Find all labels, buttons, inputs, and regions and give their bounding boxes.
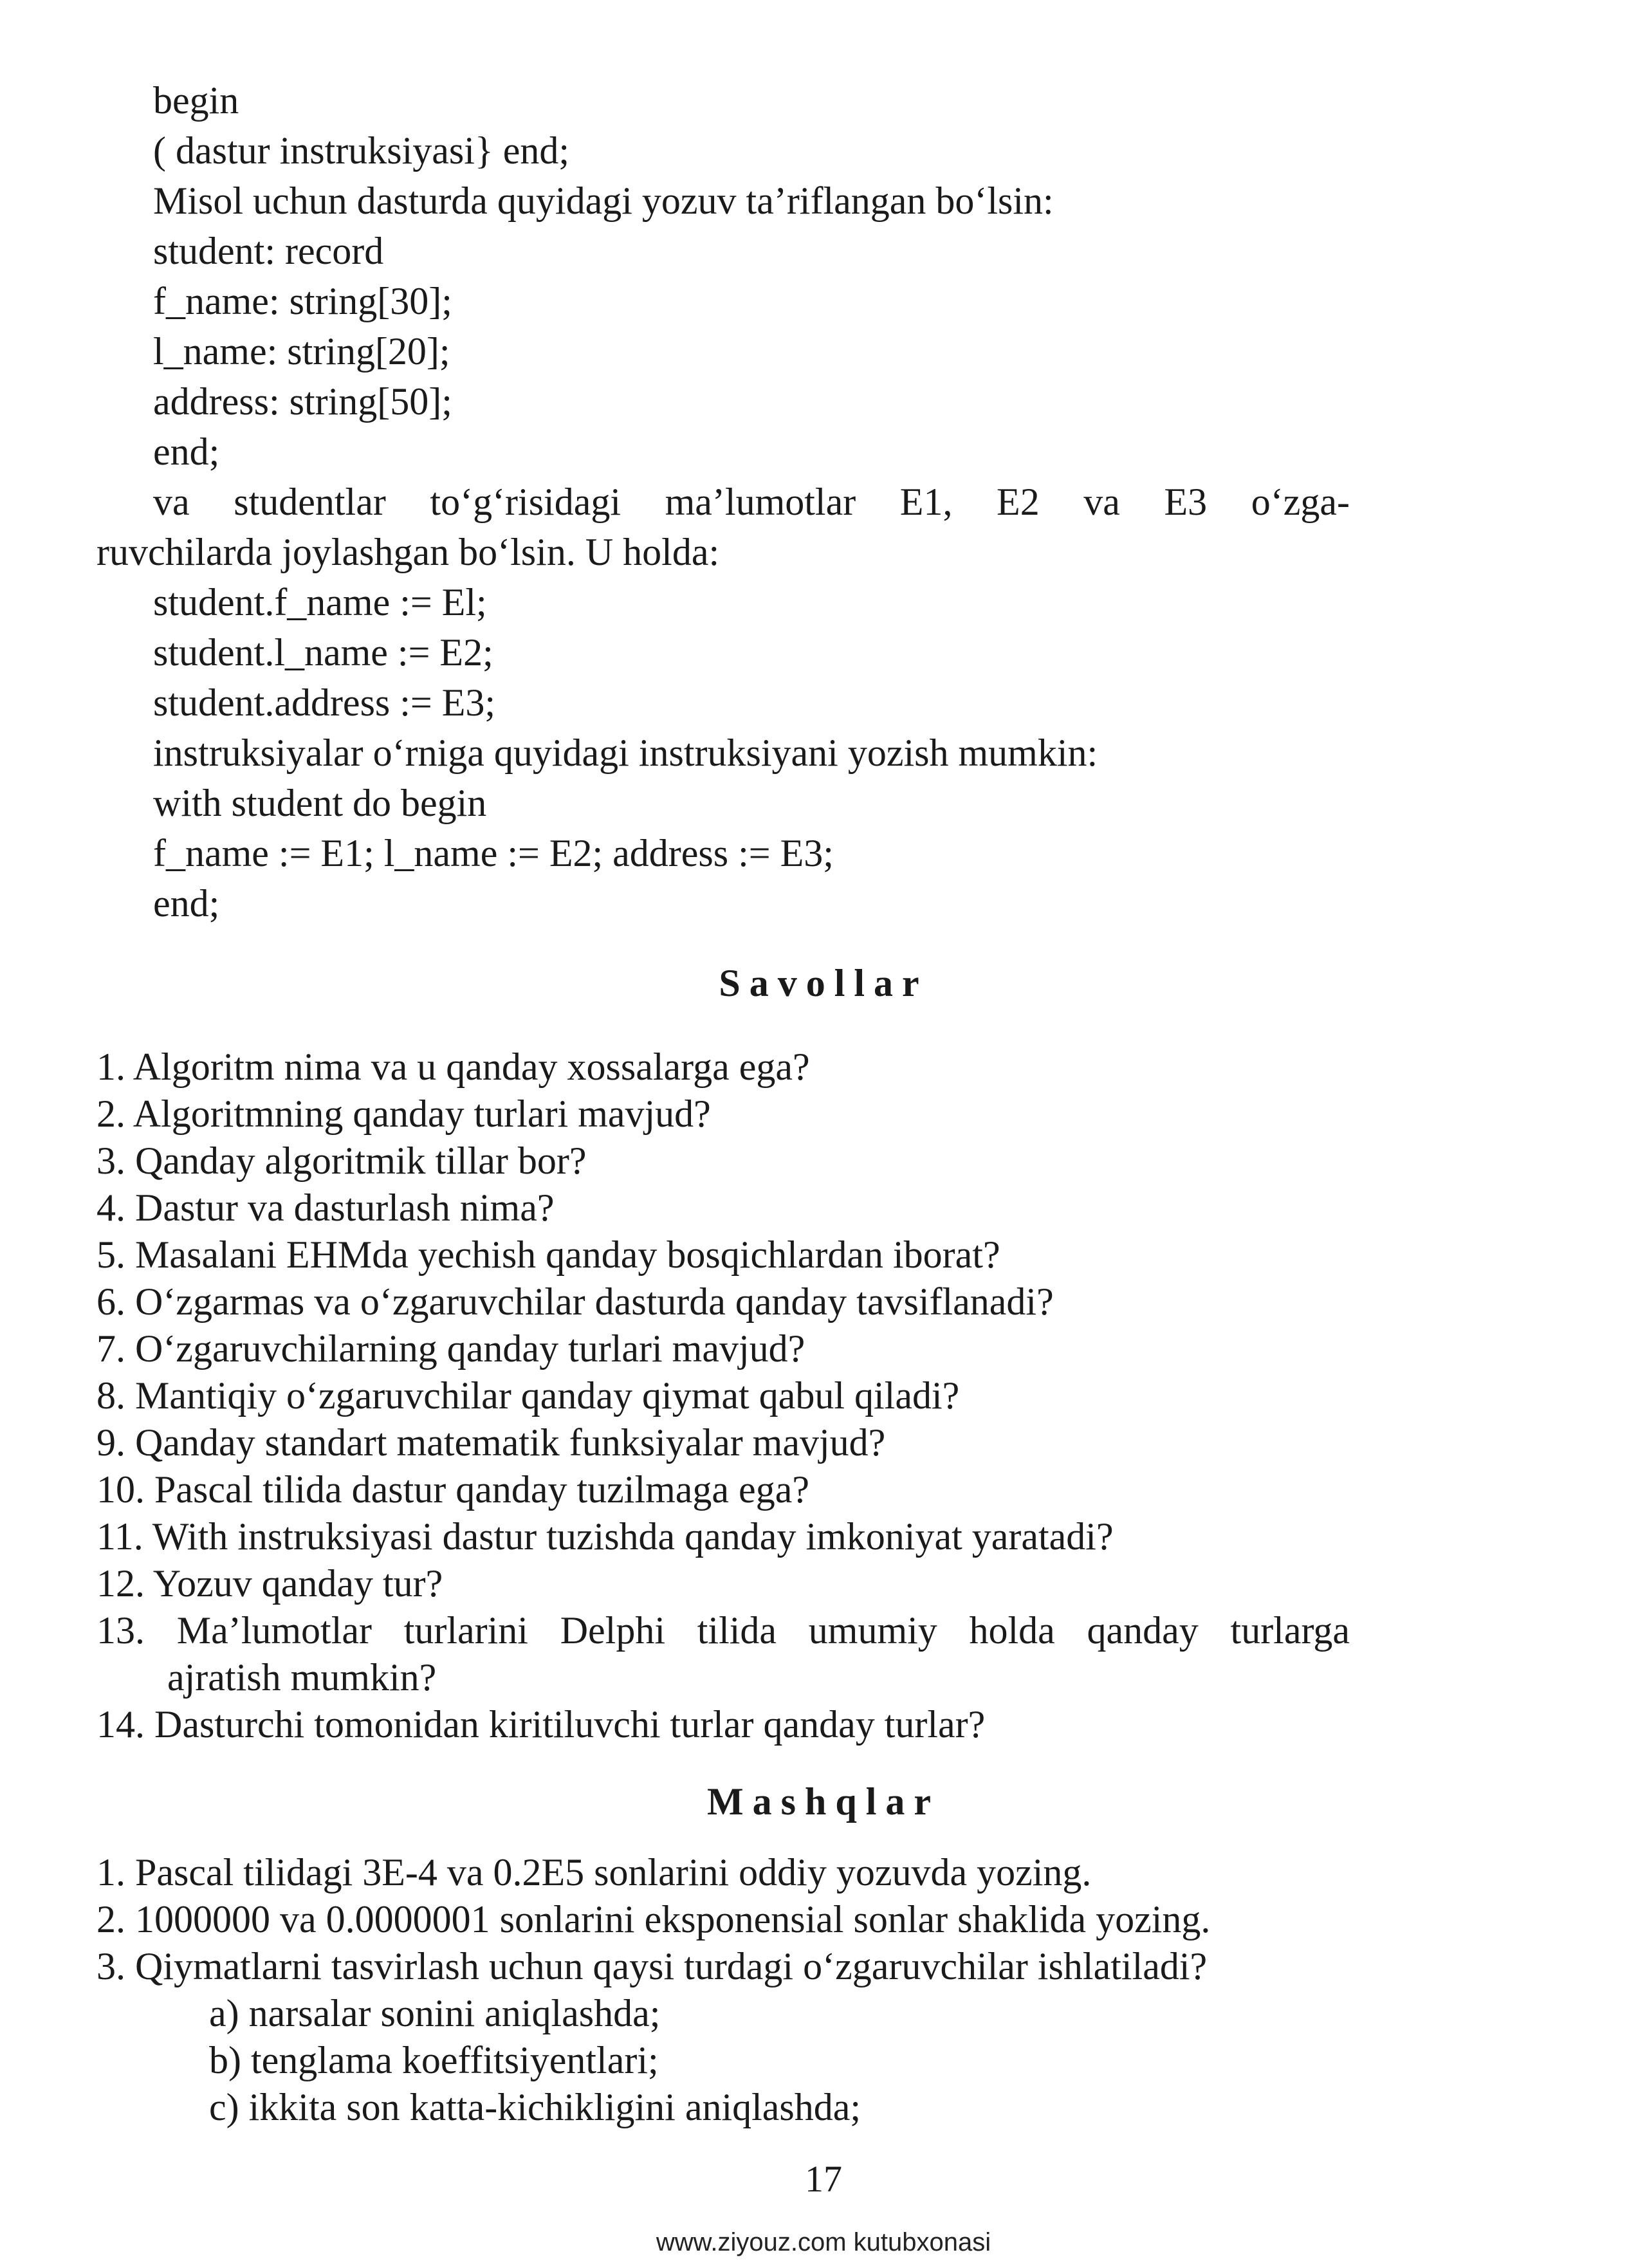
question-item: 4. Dastur va dasturlash nima? <box>97 1186 555 1229</box>
exercise-item: 3. Qiymatlarni tasvirlash uchun qaysi turdagi o‘zgaruvchilar ishlatiladi? <box>97 1945 1208 1987</box>
question-item: 11. With instruksiyasi dastur tuzishda qanday imkoniyat yaratadi? <box>97 1515 1114 1558</box>
question-item: 12. Yozuv qanday tur? <box>97 1562 443 1605</box>
question-item: 6. O‘zgarmas va o‘zgaruvchilar dasturda qanday tavsiflanadi? <box>97 1280 1054 1323</box>
code-line: begin <box>153 79 239 122</box>
paragraph-line: ruvchilarda joylashgan bo‘lsin. U holda: <box>97 531 720 573</box>
text-line: instruksiyalar o‘rniga quyidagi instruksiyani yozish mumkin: <box>153 732 1098 774</box>
exercise-subitem: a) narsalar sonini aniqlashda; <box>209 1992 661 2034</box>
exercise-item: 1. Pascal tilidagi 3E-4 va 0.2E5 sonlarini oddiy yozuvda yozing. <box>97 1851 1092 1894</box>
section-heading-questions: Savollar <box>719 962 928 1004</box>
question-item: 7. O‘zgaruvchilarning qanday turlari mavjud? <box>97 1327 805 1370</box>
page-number: 17 <box>805 2158 842 2200</box>
code-line: end; <box>153 430 220 473</box>
code-line: student.f_name := El; <box>153 581 487 623</box>
code-line: f_name := E1; l_name := E2; address := E3; <box>153 832 834 874</box>
code-line: address: string[50]; <box>153 380 452 423</box>
question-item: 8. Mantiqiy o‘zgaruvchilar qanday qiymat qabul qiladi? <box>97 1374 960 1417</box>
exercise-item: 2. 1000000 va 0.0000001 sonlarini eksponensial sonlar shaklida yozing. <box>97 1898 1211 1941</box>
question-item: 1. Algoritm nima va u qanday xossalarga ega? <box>97 1046 810 1088</box>
code-line: with student do begin <box>153 782 487 824</box>
section-heading-exercises: Mashqlar <box>706 1780 941 1823</box>
question-item: 13. Ma’lumotlar turlarini Delphi tilida umumiy holda qanday turlarga <box>97 1609 1350 1652</box>
question-item: 3. Qanday algoritmik tillar bor? <box>97 1139 587 1182</box>
text-line: Misol uchun dasturda quyidagi yozuv ta’riflangan bo‘lsin: <box>153 180 1054 222</box>
question-item-continuation: ajratish mumkin? <box>167 1656 437 1699</box>
question-item: 14. Dasturchi tomonidan kiritiluvchi turlar qanday turlar? <box>97 1703 986 1746</box>
code-line: f_name: string[30]; <box>153 280 452 322</box>
code-line: l_name: string[20]; <box>153 330 450 373</box>
code-line: student.address := E3; <box>153 681 496 724</box>
code-line: student.l_name := E2; <box>153 631 493 674</box>
question-item: 2. Algoritmning qanday turlari mavjud? <box>97 1093 711 1135</box>
question-item: 5. Masalani EHMda yechish qanday bosqichlardan iborat? <box>97 1233 1000 1276</box>
code-line: ( dastur instruksiyasi} end; <box>153 129 570 172</box>
paragraph-line: va studentlar to‘g‘risidagi ma’lumotlar E1, E2 va E3 o‘zga- <box>153 481 1350 523</box>
code-line: end; <box>153 882 220 925</box>
code-line: student: record <box>153 230 384 272</box>
exercise-subitem: c) ikkita son katta-kichikligini aniqlashda; <box>209 2086 861 2128</box>
footer-watermark-text: www.ziyouz.com kutubxonasi <box>656 2228 991 2256</box>
question-item: 9. Qanday standart matematik funksiyalar mavjud? <box>97 1421 886 1464</box>
exercise-subitem: b) tenglama koeffitsiyentlari; <box>209 2039 659 2081</box>
question-item: 10. Pascal tilida dastur qanday tuzilmaga ega? <box>97 1468 809 1511</box>
